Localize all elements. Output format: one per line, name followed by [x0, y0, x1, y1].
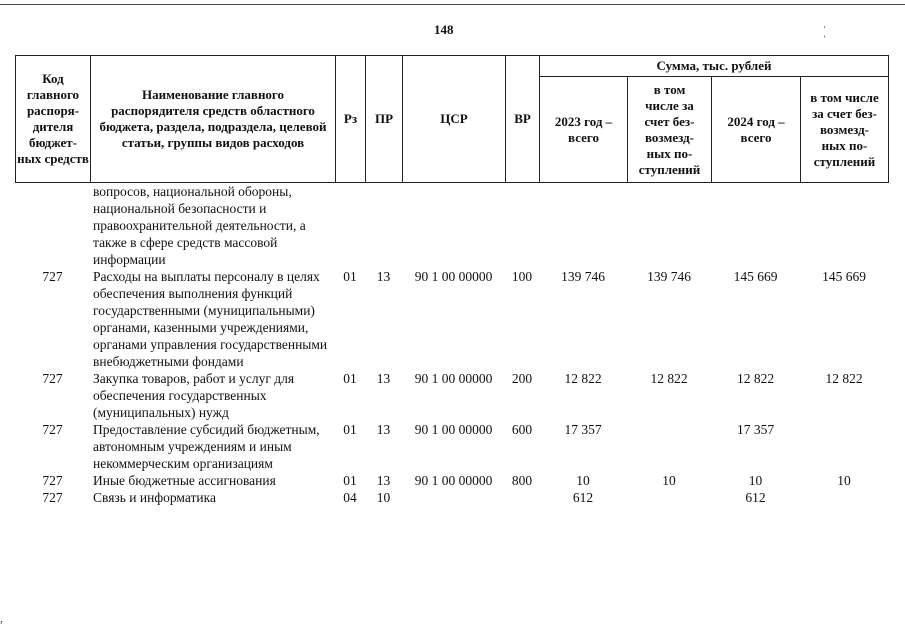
- page-number: 148: [434, 22, 454, 37]
- table-row: [15, 472, 888, 489]
- cell-s2024: 17 357: [736, 422, 775, 437]
- cell-rz: 01: [343, 422, 357, 437]
- cell-name: Связь и информатика: [93, 490, 216, 505]
- table-row: [15, 183, 888, 268]
- cell-s2024: 12 822: [736, 371, 775, 386]
- cell-s2023: 17 357: [564, 422, 602, 437]
- header-2024-total: 2024 год – всего: [712, 77, 801, 183]
- cell-code: 727: [42, 422, 63, 437]
- cell-f2023: 10: [662, 473, 676, 488]
- cell-code: [15, 183, 90, 268]
- cell-pr: 13: [376, 473, 391, 488]
- cell-csr: 90 1 00 00000: [414, 473, 493, 488]
- cell-code: 727: [42, 269, 63, 284]
- cell-vr: 100: [511, 269, 533, 284]
- cell-s2024: [711, 183, 800, 268]
- cell-vr: [505, 489, 539, 506]
- cell-rz: 01: [343, 371, 357, 386]
- cell-pr: 10: [376, 490, 391, 505]
- cell-vr: 800: [511, 473, 533, 488]
- cell-name: Закупка товаров, работ и услуг для обеспечения государственных (муниципальных) нужд: [93, 371, 295, 420]
- cell-f2024: 145 669: [822, 269, 866, 284]
- cell-rz: [335, 183, 365, 268]
- cell-rz: 01: [343, 269, 357, 284]
- cell-f2024: [800, 183, 888, 268]
- cell-csr: [402, 489, 505, 506]
- cell-s2023: 12 822: [564, 371, 602, 386]
- header-code: Код главного распоря-дителя бюджет-ных средств: [16, 56, 91, 183]
- table-row: [15, 489, 888, 506]
- table-row: [15, 268, 888, 370]
- cell-f2024: 10: [837, 473, 851, 488]
- cell-f2024: [800, 489, 888, 506]
- header-sum-group: Сумма, тыс. рублей: [540, 56, 889, 77]
- table-row: [15, 370, 888, 421]
- cell-name: Иные бюджетные ассигнования: [93, 473, 276, 488]
- table-header: [15, 55, 889, 183]
- cell-vr: [505, 183, 539, 268]
- cell-s2023: 612: [572, 490, 594, 505]
- cell-name: Предоставление субсидий бюджетным, автономным учреждениям и иным некоммерческим организациям: [93, 422, 320, 471]
- cell-s2024: 612: [745, 490, 766, 505]
- header-vr: ВР: [506, 56, 540, 183]
- cell-f2024: 12 822: [825, 371, 863, 386]
- header-2023-total: 2023 год – всего: [540, 77, 628, 183]
- cell-vr: 600: [511, 422, 533, 437]
- cell-s2024: 145 669: [733, 269, 778, 284]
- cell-vr: 200: [511, 371, 533, 386]
- header-rz: Рз: [336, 56, 366, 183]
- cell-code: 727: [42, 371, 63, 386]
- cell-pr: 13: [376, 422, 391, 437]
- scan-mark: ,: [0, 611, 3, 625]
- cell-code: 727: [42, 490, 63, 505]
- cell-pr: [365, 183, 402, 268]
- cell-f2023: 12 822: [650, 371, 688, 386]
- cell-rz: 04: [343, 490, 357, 505]
- table-row: [15, 421, 888, 472]
- cell-csr: 90 1 00 00000: [414, 269, 493, 284]
- cell-f2023: [627, 421, 711, 472]
- cell-s2023: 139 746: [561, 269, 605, 284]
- cell-f2023: [627, 489, 711, 506]
- table-body: [15, 183, 888, 506]
- cell-name: Расходы на выплаты персоналу в целях обеспечения выполнения функций государственными (муниципальными) органами, казенными учреждениями, органами управления государственными внебюджетными фондами: [93, 269, 328, 369]
- cell-f2024: [800, 421, 888, 472]
- cell-pr: 13: [376, 371, 391, 386]
- top-rule: [0, 4, 905, 5]
- cell-s2023: [539, 183, 627, 268]
- cell-rz: 01: [343, 473, 357, 488]
- header-csr: ЦСР: [403, 56, 506, 183]
- header-2023-free: в том числе за счет без-возмезд-ных по-ступлений: [628, 77, 712, 183]
- cell-csr: 90 1 00 00000: [414, 371, 493, 386]
- cell-f2023: 139 746: [647, 269, 691, 284]
- cell-name: вопросов, национальной обороны, национальной безопасности и правоохранительной деятельности, а также в сфере средств массовой информации: [93, 184, 306, 267]
- header-name: Наименование главного распорядителя средств областного бюджета, раздела, подраздела, целевой статьи, группы видов расходов: [91, 56, 336, 183]
- cell-s2023: 10: [576, 473, 590, 488]
- cell-csr: [402, 183, 505, 268]
- header-2024-free: в том числе за счет без-возмезд-ных по-ступлений: [801, 77, 889, 183]
- cell-pr: 13: [376, 269, 391, 284]
- cell-f2023: [627, 183, 711, 268]
- cell-code: 727: [42, 473, 63, 488]
- scan-specks: ‘ ’: [823, 24, 852, 44]
- cell-s2024: 10: [748, 473, 763, 488]
- header-pr: ПР: [366, 56, 403, 183]
- cell-csr: 90 1 00 00000: [414, 422, 493, 437]
